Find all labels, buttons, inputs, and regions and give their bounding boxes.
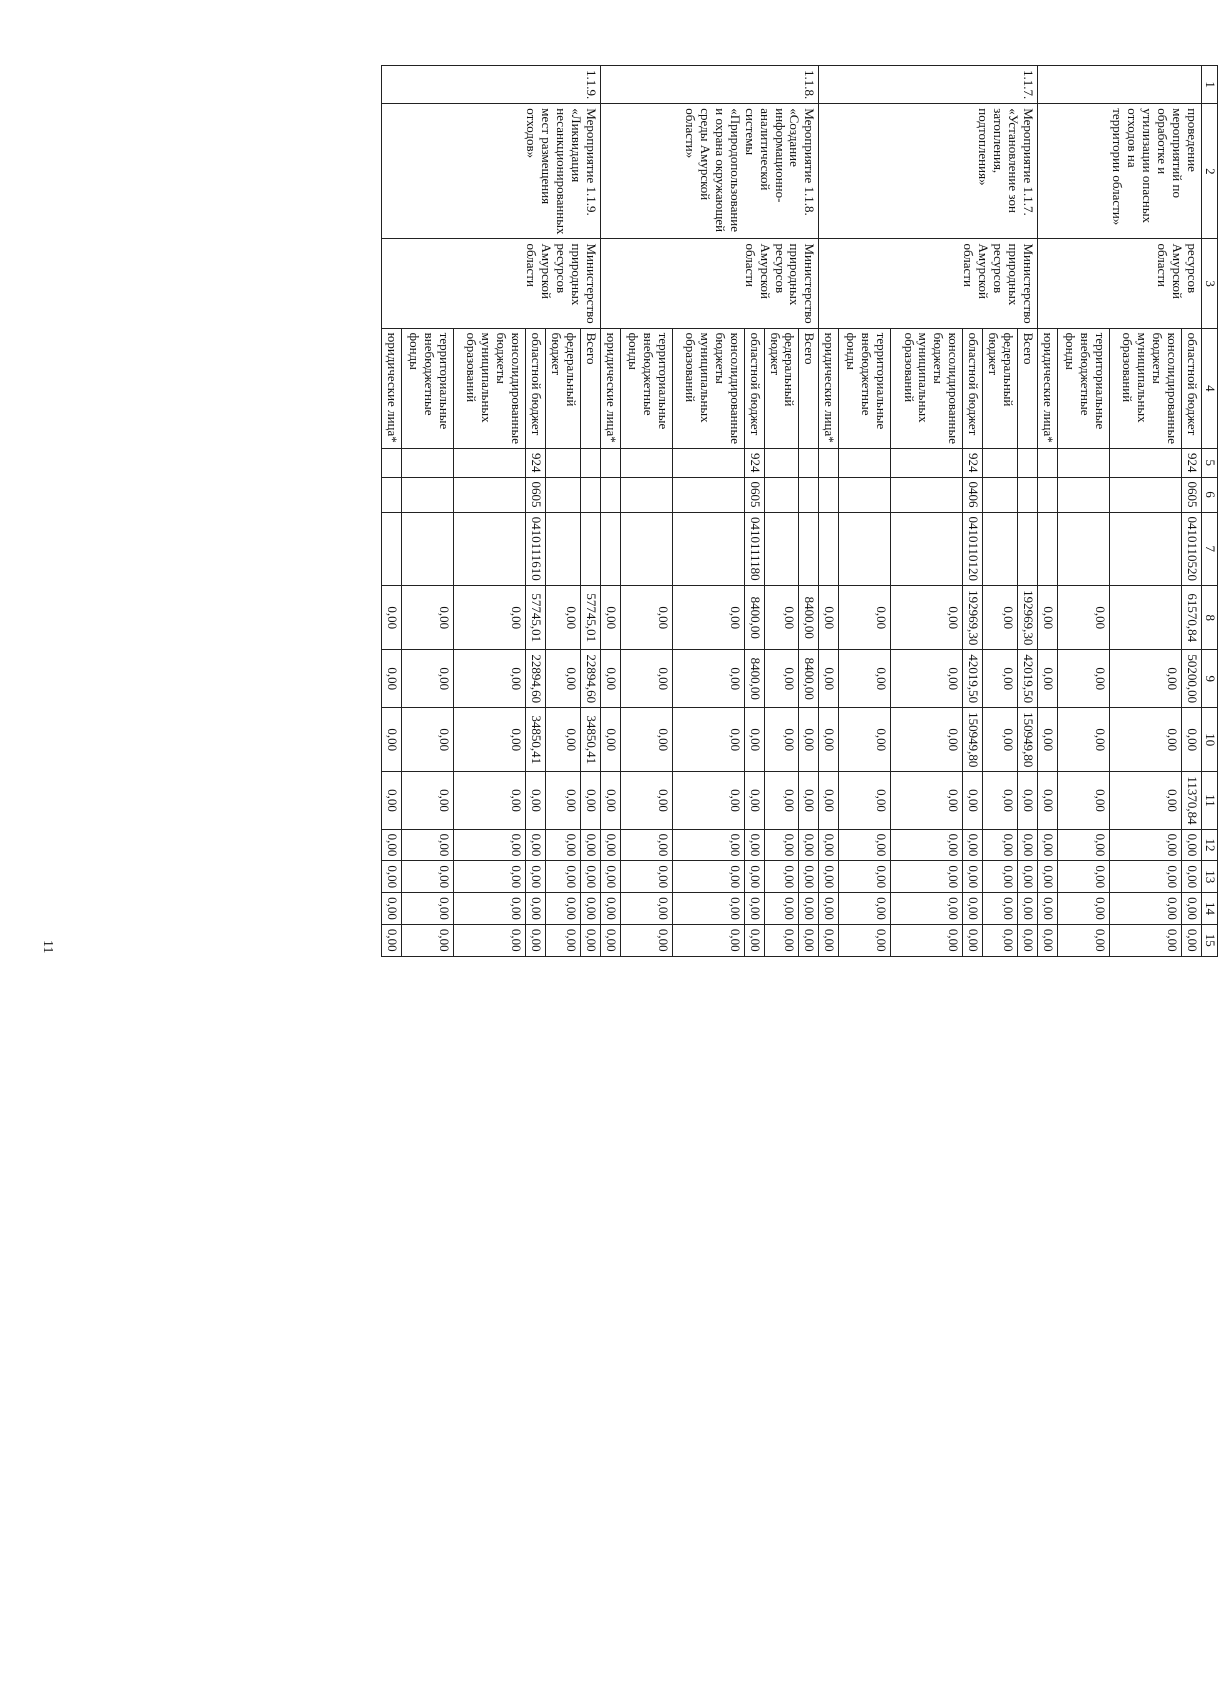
amount-cell: 0,00 — [983, 586, 1018, 650]
table-row — [799, 66, 819, 957]
amount-cell: 0,00 — [1110, 650, 1182, 708]
amount-cell: 0,00 — [1110, 772, 1182, 829]
amount-cell: 0,00 — [819, 924, 839, 956]
executor: Министерство природных ресурсов Амурской области — [382, 239, 601, 328]
section-code — [382, 477, 402, 512]
measure-name: проведение мероприятий по обработке и утилизации опасных отходов на территории области» — [1038, 104, 1202, 239]
item-number: 1.1.7. — [819, 66, 1038, 104]
grbs-code — [983, 449, 1018, 478]
grbs-code — [1058, 449, 1110, 478]
col-header: 13 — [1202, 861, 1218, 893]
amount-cell: 42019,50 — [963, 650, 983, 708]
amount-cell: 0,00 — [620, 829, 672, 861]
amount-cell: 0,00 — [963, 829, 983, 861]
section-code — [891, 477, 963, 512]
amount-cell: 0,00 — [600, 893, 620, 925]
amount-cell: 0,00 — [983, 924, 1018, 956]
amount-cell: 22894,60 — [526, 650, 546, 708]
target-article-code — [891, 512, 963, 586]
grbs-code — [764, 449, 799, 478]
target-article-code — [620, 512, 672, 586]
grbs-code — [600, 449, 620, 478]
amount-cell: 0,00 — [744, 708, 764, 772]
amount-cell: 0,00 — [1110, 861, 1182, 893]
amount-cell: 0,00 — [963, 772, 983, 829]
amount-cell: 0,00 — [620, 772, 672, 829]
amount-cell: 0,00 — [963, 893, 983, 925]
amount-cell: 0,00 — [545, 586, 580, 650]
amount-cell: 0,00 — [526, 829, 546, 861]
col-header: 1 — [1202, 66, 1218, 104]
amount-cell: 0,00 — [600, 650, 620, 708]
amount-cell: 0,00 — [382, 650, 402, 708]
amount-cell: 8400,00 — [744, 586, 764, 650]
amount-cell: 0,00 — [1018, 861, 1038, 893]
amount-cell: 0,00 — [1058, 650, 1110, 708]
amount-cell: 0,00 — [839, 708, 891, 772]
amount-cell: 0,00 — [580, 893, 600, 925]
amount-cell: 0,00 — [819, 708, 839, 772]
amount-cell: 0,00 — [382, 861, 402, 893]
amount-cell: 57745,01 — [580, 586, 600, 650]
section-code — [454, 477, 526, 512]
amount-cell: 0,00 — [1110, 708, 1182, 772]
funding-source: Всего — [799, 328, 819, 448]
amount-cell: 0,00 — [382, 893, 402, 925]
grbs-code — [1018, 449, 1038, 478]
section-code — [580, 477, 600, 512]
amount-cell: 0,00 — [402, 861, 454, 893]
amount-cell: 0,00 — [526, 924, 546, 956]
amount-cell: 0,00 — [839, 861, 891, 893]
amount-cell: 0,00 — [891, 861, 963, 893]
amount-cell: 0,00 — [672, 650, 744, 708]
section-code — [1058, 477, 1110, 512]
section-code — [1018, 477, 1038, 512]
col-header: 8 — [1202, 586, 1218, 650]
amount-cell: 150949,80 — [963, 708, 983, 772]
amount-cell: 0,00 — [891, 586, 963, 650]
funding-source: территориальные внебюджетные фонды — [620, 328, 672, 448]
col-header: 3 — [1202, 239, 1218, 328]
amount-cell: 0,00 — [402, 829, 454, 861]
funding-source: областной бюджет — [526, 328, 546, 448]
amount-cell: 0,00 — [545, 829, 580, 861]
funding-source: территориальные внебюджетные фонды — [402, 328, 454, 448]
grbs-code — [402, 449, 454, 478]
amount-cell: 0,00 — [891, 708, 963, 772]
amount-cell: 0,00 — [402, 924, 454, 956]
amount-cell: 0,00 — [672, 861, 744, 893]
amount-cell: 0,00 — [402, 893, 454, 925]
amount-cell: 0,00 — [1058, 893, 1110, 925]
funding-source: областной бюджет — [963, 328, 983, 448]
amount-cell: 0,00 — [819, 772, 839, 829]
amount-cell — [1110, 586, 1182, 650]
grbs-code — [454, 449, 526, 478]
amount-cell: 0,00 — [839, 650, 891, 708]
col-header: 12 — [1202, 829, 1218, 861]
amount-cell: 57745,01 — [526, 586, 546, 650]
target-article-code — [983, 512, 1018, 586]
grbs-code — [799, 449, 819, 478]
col-header: 5 — [1202, 449, 1218, 478]
amount-cell: 0,00 — [819, 829, 839, 861]
amount-cell: 0,00 — [963, 861, 983, 893]
amount-cell: 50200,00 — [1182, 650, 1202, 708]
amount-cell: 0,00 — [1018, 893, 1038, 925]
col-header: 14 — [1202, 893, 1218, 925]
target-article-code — [454, 512, 526, 586]
section-code — [764, 477, 799, 512]
amount-cell: 0,00 — [1038, 772, 1058, 829]
funding-source: юридические лица* — [600, 328, 620, 448]
funding-source: консолидированные бюджеты муниципальных образований — [672, 328, 744, 448]
amount-cell: 61570,84 — [1182, 586, 1202, 650]
amount-cell: 0,00 — [1038, 708, 1058, 772]
amount-cell: 0,00 — [454, 893, 526, 925]
amount-cell: 0,00 — [672, 893, 744, 925]
target-article-code — [600, 512, 620, 586]
target-article-code — [799, 512, 819, 586]
target-article-code — [819, 512, 839, 586]
section-code — [672, 477, 744, 512]
amount-cell: 0,00 — [983, 893, 1018, 925]
target-article-code: 0410111180 — [744, 512, 764, 586]
amount-cell: 0,00 — [1018, 924, 1038, 956]
section-code — [819, 477, 839, 512]
amount-cell: 0,00 — [600, 861, 620, 893]
target-article-code — [672, 512, 744, 586]
amount-cell: 0,00 — [454, 708, 526, 772]
amount-cell: 0,00 — [1110, 829, 1182, 861]
section-code: 0605 — [744, 477, 764, 512]
funding-source: юридические лица* — [382, 328, 402, 448]
amount-cell: 0,00 — [1182, 924, 1202, 956]
amount-cell: 0,00 — [819, 893, 839, 925]
amount-cell: 0,00 — [402, 586, 454, 650]
amount-cell: 0,00 — [983, 708, 1018, 772]
amount-cell: 0,00 — [983, 861, 1018, 893]
grbs-code — [1110, 449, 1182, 478]
amount-cell: 42019,50 — [1018, 650, 1038, 708]
amount-cell: 0,00 — [1058, 586, 1110, 650]
amount-cell: 0,00 — [764, 772, 799, 829]
amount-cell: 0,00 — [1058, 708, 1110, 772]
item-number: 1.1.9. — [382, 66, 601, 104]
amount-cell: 0,00 — [545, 708, 580, 772]
amount-cell: 8400,00 — [799, 586, 819, 650]
grbs-code — [819, 449, 839, 478]
funding-source: территориальные внебюджетные фонды — [1058, 328, 1110, 448]
target-article-code — [382, 512, 402, 586]
amount-cell: 0,00 — [620, 586, 672, 650]
amount-cell: 0,00 — [402, 772, 454, 829]
amount-cell: 34850,41 — [580, 708, 600, 772]
amount-cell: 0,00 — [891, 893, 963, 925]
amount-cell: 0,00 — [839, 924, 891, 956]
amount-cell: 0,00 — [891, 924, 963, 956]
amount-cell: 0,00 — [764, 861, 799, 893]
amount-cell: 192969,30 — [963, 586, 983, 650]
amount-cell: 0,00 — [1182, 861, 1202, 893]
amount-cell: 0,00 — [382, 586, 402, 650]
amount-cell: 0,00 — [744, 893, 764, 925]
grbs-code — [1038, 449, 1058, 478]
section-code — [1038, 477, 1058, 512]
amount-cell: 0,00 — [526, 861, 546, 893]
amount-cell: 22894,60 — [580, 650, 600, 708]
executor: Министерство природных ресурсов Амурской области — [819, 239, 1038, 328]
amount-cell: 0,00 — [620, 861, 672, 893]
grbs-code — [672, 449, 744, 478]
target-article-code — [580, 512, 600, 586]
amount-cell: 0,00 — [819, 861, 839, 893]
item-number: 1.1.8. — [600, 66, 819, 104]
amount-cell: 0,00 — [580, 772, 600, 829]
amount-cell: 0,00 — [382, 772, 402, 829]
amount-cell: 0,00 — [839, 772, 891, 829]
amount-cell: 0,00 — [819, 650, 839, 708]
amount-cell: 0,00 — [454, 861, 526, 893]
section-code: 0605 — [526, 477, 546, 512]
funding-source: консолидированные бюджеты муниципальных образований — [891, 328, 963, 448]
amount-cell: 0,00 — [764, 924, 799, 956]
amount-cell: 0,00 — [764, 586, 799, 650]
amount-cell: 0,00 — [672, 924, 744, 956]
amount-cell: 0,00 — [799, 893, 819, 925]
target-article-code: 0410110520 — [1182, 512, 1202, 586]
target-article-code — [764, 512, 799, 586]
executor: ресурсов Амурской области — [1038, 239, 1202, 328]
amount-cell: 0,00 — [839, 829, 891, 861]
amount-cell: 0,00 — [764, 893, 799, 925]
amount-cell: 0,00 — [1058, 829, 1110, 861]
amount-cell: 0,00 — [744, 829, 764, 861]
amount-cell: 0,00 — [672, 829, 744, 861]
target-article-code — [1018, 512, 1038, 586]
col-header: 10 — [1202, 708, 1218, 772]
amount-cell: 0,00 — [891, 650, 963, 708]
amount-cell: 0,00 — [799, 924, 819, 956]
amount-cell: 0,00 — [839, 893, 891, 925]
target-article-code: 0410111610 — [526, 512, 546, 586]
funding-source: федеральный бюджет — [764, 328, 799, 448]
amount-cell: 0,00 — [799, 861, 819, 893]
grbs-code: 924 — [526, 449, 546, 478]
target-article-code — [1038, 512, 1058, 586]
measure-name: Мероприятие 1.1.7. «Установление зон затопления, подтопления» — [819, 104, 1038, 239]
amount-cell: 0,00 — [799, 829, 819, 861]
amount-cell: 0,00 — [454, 772, 526, 829]
grbs-code — [545, 449, 580, 478]
amount-cell: 0,00 — [1038, 861, 1058, 893]
grbs-code — [580, 449, 600, 478]
target-article-code: 0410110120 — [963, 512, 983, 586]
funding-source: юридические лица* — [819, 328, 839, 448]
amount-cell: 0,00 — [600, 924, 620, 956]
amount-cell: 0,00 — [744, 772, 764, 829]
amount-cell: 0,00 — [526, 893, 546, 925]
funding-source: областной бюджет — [1182, 328, 1202, 448]
amount-cell: 0,00 — [454, 924, 526, 956]
target-article-code — [839, 512, 891, 586]
amount-cell: 192969,30 — [1018, 586, 1038, 650]
amount-cell: 0,00 — [1058, 924, 1110, 956]
section-code — [545, 477, 580, 512]
amount-cell: 0,00 — [454, 650, 526, 708]
col-header: 11 — [1202, 772, 1218, 829]
section-code: 0605 — [1182, 477, 1202, 512]
amount-cell: 0,00 — [983, 650, 1018, 708]
table-row — [1182, 66, 1202, 957]
section-code — [620, 477, 672, 512]
amount-cell: 0,00 — [764, 829, 799, 861]
amount-cell: 0,00 — [526, 772, 546, 829]
amount-cell: 0,00 — [672, 586, 744, 650]
item-number — [1038, 66, 1202, 104]
amount-cell: 0,00 — [600, 829, 620, 861]
amount-cell: 0,00 — [600, 586, 620, 650]
amount-cell: 0,00 — [620, 708, 672, 772]
amount-cell: 0,00 — [1038, 650, 1058, 708]
amount-cell: 150949,80 — [1018, 708, 1038, 772]
amount-cell: 0,00 — [1182, 708, 1202, 772]
section-code — [402, 477, 454, 512]
amount-cell: 0,00 — [1038, 893, 1058, 925]
amount-cell: 0,00 — [744, 924, 764, 956]
amount-cell: 0,00 — [1058, 861, 1110, 893]
section-code — [799, 477, 819, 512]
section-code — [983, 477, 1018, 512]
section-code — [839, 477, 891, 512]
measure-name: Мероприятие 1.1.8. «Создание информационно-аналитической системы «Природопользование и охрана окружающей среды Амурской области» — [600, 104, 819, 239]
amount-cell: 0,00 — [983, 829, 1018, 861]
col-header: 2 — [1202, 104, 1218, 239]
section-code — [600, 477, 620, 512]
measure-name: Мероприятие 1.1.9. «Ликвидация несанкционированных мест размещения отходов» — [382, 104, 601, 239]
amount-cell: 0,00 — [1110, 893, 1182, 925]
amount-cell: 8400,00 — [799, 650, 819, 708]
funding-source: федеральный бюджет — [545, 328, 580, 448]
funding-source: территориальные внебюджетные фонды — [839, 328, 891, 448]
amount-cell: 0,00 — [672, 708, 744, 772]
amount-cell: 0,00 — [1038, 829, 1058, 861]
col-header: 6 — [1202, 477, 1218, 512]
amount-cell: 0,00 — [545, 772, 580, 829]
target-article-code — [545, 512, 580, 586]
amount-cell: 0,00 — [1038, 586, 1058, 650]
grbs-code — [382, 449, 402, 478]
page-number: 11 — [40, 940, 55, 954]
amount-cell: 34850,41 — [526, 708, 546, 772]
rotated-page — [381, 65, 1218, 957]
amount-cell: 0,00 — [545, 893, 580, 925]
col-header: 9 — [1202, 650, 1218, 708]
amount-cell: 0,00 — [545, 861, 580, 893]
col-header: 15 — [1202, 924, 1218, 956]
amount-cell: 0,00 — [764, 650, 799, 708]
amount-cell: 0,00 — [545, 650, 580, 708]
col-header: 4 — [1202, 328, 1218, 448]
amount-cell: 0,00 — [580, 829, 600, 861]
target-article-code — [402, 512, 454, 586]
grbs-code — [891, 449, 963, 478]
amount-cell: 8400,00 — [744, 650, 764, 708]
funding-source: консолидированные бюджеты муниципальных образований — [1110, 328, 1182, 448]
amount-cell: 0,00 — [545, 924, 580, 956]
budget-table — [381, 65, 1218, 957]
col-header: 7 — [1202, 512, 1218, 586]
funding-source: Всего — [580, 328, 600, 448]
amount-cell: 0,00 — [799, 708, 819, 772]
amount-cell: 0,00 — [1018, 829, 1038, 861]
amount-cell: 0,00 — [382, 829, 402, 861]
grbs-code: 924 — [963, 449, 983, 478]
grbs-code — [839, 449, 891, 478]
amount-cell: 0,00 — [620, 924, 672, 956]
amount-cell: 0,00 — [580, 924, 600, 956]
grbs-code: 924 — [1182, 449, 1202, 478]
amount-cell: 0,00 — [891, 829, 963, 861]
amount-cell: 0,00 — [600, 772, 620, 829]
executor: Министерство природных ресурсов Амурской области — [600, 239, 819, 328]
amount-cell: 0,00 — [620, 893, 672, 925]
amount-cell: 0,00 — [764, 708, 799, 772]
amount-cell: 0,00 — [454, 829, 526, 861]
amount-cell: 0,00 — [402, 708, 454, 772]
target-article-code — [1110, 512, 1182, 586]
amount-cell: 0,00 — [799, 772, 819, 829]
amount-cell: 0,00 — [744, 861, 764, 893]
grbs-code: 924 — [744, 449, 764, 478]
amount-cell: 0,00 — [454, 586, 526, 650]
amount-cell: 0,00 — [402, 650, 454, 708]
amount-cell: 0,00 — [382, 924, 402, 956]
amount-cell: 0,00 — [1038, 924, 1058, 956]
amount-cell: 0,00 — [600, 708, 620, 772]
funding-source: областной бюджет — [744, 328, 764, 448]
amount-cell: 0,00 — [1018, 772, 1038, 829]
funding-source: юридические лица* — [1038, 328, 1058, 448]
table-row — [580, 66, 600, 957]
amount-cell: 0,00 — [819, 586, 839, 650]
amount-cell: 11370,84 — [1182, 772, 1202, 829]
amount-cell: 0,00 — [620, 650, 672, 708]
amount-cell: 0,00 — [382, 708, 402, 772]
amount-cell: 0,00 — [891, 772, 963, 829]
funding-source: Всего — [1018, 328, 1038, 448]
amount-cell: 0,00 — [1182, 893, 1202, 925]
amount-cell: 0,00 — [672, 772, 744, 829]
table-row — [1018, 66, 1038, 957]
amount-cell: 0,00 — [580, 861, 600, 893]
amount-cell: 0,00 — [1110, 924, 1182, 956]
amount-cell: 0,00 — [983, 772, 1018, 829]
amount-cell: 0,00 — [963, 924, 983, 956]
grbs-code — [620, 449, 672, 478]
section-code: 0406 — [963, 477, 983, 512]
column-number-row — [1202, 66, 1218, 957]
amount-cell: 0,00 — [839, 586, 891, 650]
target-article-code — [1058, 512, 1110, 586]
amount-cell: 0,00 — [1182, 829, 1202, 861]
amount-cell: 0,00 — [1058, 772, 1110, 829]
funding-source: консолидированные бюджеты муниципальных образований — [454, 328, 526, 448]
funding-source: федеральный бюджет — [983, 328, 1018, 448]
section-code — [1110, 477, 1182, 512]
